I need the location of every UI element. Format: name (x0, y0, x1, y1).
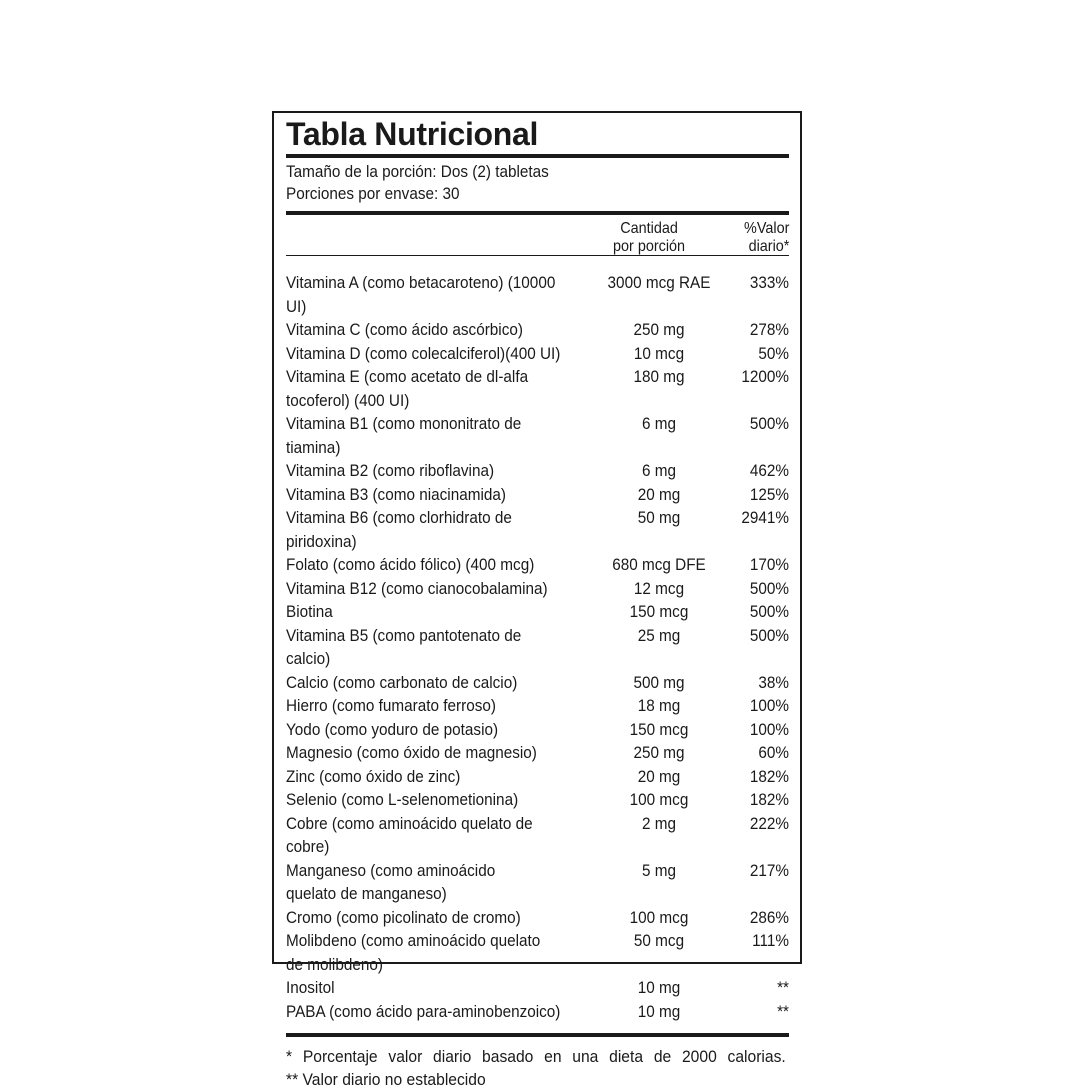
nutrient-daily-value: 170% (749, 555, 789, 574)
nutrient-row (286, 271, 789, 318)
nutrient-amount: 10 mg (637, 1001, 681, 1021)
nutrient-amount: 250 mg (633, 320, 685, 339)
nutrient-amount: 25 mg (637, 625, 681, 645)
nutrient-daily-value: 125% (749, 484, 789, 504)
nutrient-row (286, 671, 789, 695)
column-header (286, 215, 789, 255)
footnote-daily-value-basis: * Porcentaje valor diario basado en una dieta de 2000 calorias. (286, 1047, 786, 1066)
nutrient-name: Molibdeno (como aminoácido quelato de molibdeno) (286, 931, 541, 974)
nutrient-amount: 2 mg (641, 813, 677, 833)
nutrient-amount: 6 mg (641, 414, 677, 433)
nutrient-row (286, 788, 789, 812)
nutrient-row (286, 342, 789, 366)
nutrient-name: Vitamina B6 (como clorhidrato de piridoxina) (286, 508, 512, 551)
nutrient-amount: 180 mg (633, 367, 685, 386)
nutrient-amount: 680 mcg DFE (612, 555, 706, 574)
nutrient-name: Vitamina B5 (como pantotenato de calcio) (286, 625, 522, 668)
nutrient-name: Selenio (como L-selenometionina) (286, 790, 519, 809)
nutrient-name: Zinc (como óxido de zinc) (286, 766, 461, 786)
nutrient-name: Calcio (como carbonato de calcio) (286, 672, 518, 692)
nutrient-amount: 50 mcg (633, 931, 685, 950)
nutrient-daily-value: 60% (758, 743, 789, 762)
nutrient-daily-value: 182% (749, 790, 789, 809)
nutrient-daily-value: 1200% (741, 367, 789, 386)
nutrient-amount: 150 mcg (629, 719, 689, 739)
nutrient-name: Yodo (como yoduro de potasio) (286, 719, 499, 739)
nutrient-daily-value: 286% (749, 907, 789, 927)
nutrient-amount: 500 mg (633, 672, 685, 692)
nutrient-daily-value: 217% (749, 860, 789, 880)
nutrient-amount: 10 mcg (633, 343, 685, 363)
nutrient-amount: 150 mcg (629, 602, 689, 621)
nutrient-daily-value: 182% (749, 766, 789, 786)
nutrient-name: Vitamina B1 (como mononitrato de tiamina) (286, 414, 522, 457)
nutrition-facts-panel (272, 111, 802, 1089)
nutrient-row (286, 600, 789, 624)
amount-column-header (613, 220, 685, 256)
nutrient-amount: 12 mcg (633, 578, 685, 598)
footer-divider (286, 1033, 789, 1037)
nutrient-amount: 10 mg (637, 978, 681, 997)
nutrient-row (286, 976, 789, 1000)
nutrient-amount: 20 mg (637, 484, 681, 504)
nutrient-row (286, 1000, 789, 1024)
nutrient-name: Cobre (como aminoácido quelato de cobre) (286, 813, 533, 856)
nutrient-daily-value: 111% (752, 931, 789, 950)
nutrient-row (286, 718, 789, 742)
nutrient-name: Biotina (286, 602, 333, 621)
serving-info (286, 161, 789, 205)
serving-size: Tamaño de la porción: Dos (2) tabletas (286, 162, 549, 181)
nutrient-amount: 6 mg (641, 461, 677, 480)
nutrient-name: Vitamina D (como colecalciferol)(400 UI) (286, 343, 561, 363)
nutrient-row (286, 741, 789, 765)
nutrient-daily-value: 500% (749, 602, 789, 621)
nutrient-row (286, 318, 789, 342)
nutrient-row (286, 553, 789, 577)
nutrient-name: Manganeso (como aminoácido quelato de manganeso) (286, 860, 496, 903)
nutrient-amount: 5 mg (641, 860, 677, 880)
nutrient-daily-value: ** (777, 1001, 789, 1021)
panel-title: Tabla Nutricional (286, 116, 539, 152)
nutrient-name: Vitamina E (como acetato de dl-alfa tocoferol) (400 UI) (286, 367, 529, 410)
nutrient-row (286, 694, 789, 718)
nutrient-name: PABA (como ácido para-aminobenzoico) (286, 1001, 561, 1021)
nutrient-row (286, 929, 789, 976)
nutrient-daily-value: ** (777, 978, 789, 997)
nutrient-row (286, 412, 789, 459)
nutrient-daily-value: 333% (749, 273, 789, 292)
nutrient-amount: 20 mg (637, 766, 681, 786)
amount-header-line2: por porción (612, 238, 685, 255)
nutrient-name: Vitamina A (como betacaroteno) (10000 UI) (286, 273, 556, 316)
nutrient-amount: 3000 mcg RAE (607, 273, 711, 292)
dv-header-line2: diario* (748, 238, 789, 255)
servings-per-container: Porciones por envase: 30 (286, 184, 460, 203)
dv-header-line1: %Valor (743, 220, 789, 237)
nutrient-daily-value: 50% (758, 343, 789, 363)
nutrient-row (286, 365, 789, 412)
nutrient-daily-value: 278% (749, 320, 789, 339)
nutrient-name: Magnesio (como óxido de magnesio) (286, 743, 537, 762)
footnote-not-established: ** Valor diario no establecido (286, 1070, 486, 1089)
nutrient-name: Vitamina C (como ácido ascórbico) (286, 320, 523, 339)
nutrient-amount: 250 mg (633, 743, 685, 762)
nutrient-name: Hierro (como fumarato ferroso) (286, 696, 497, 715)
nutrient-amount: 100 mcg (629, 907, 689, 927)
nutrient-daily-value: 500% (749, 414, 789, 433)
title-divider (286, 154, 789, 158)
amount-header-line1: Cantidad (620, 220, 678, 237)
nutrient-daily-value: 100% (749, 696, 789, 715)
footnotes (286, 1045, 789, 1091)
nutrient-row (286, 624, 789, 671)
nutrient-daily-value: 500% (749, 578, 789, 598)
nutrient-daily-value: 462% (749, 461, 789, 480)
nutrient-row (286, 483, 789, 507)
nutrient-daily-value: 2941% (741, 508, 789, 527)
nutrient-daily-value: 38% (758, 672, 789, 692)
nutrient-amount: 100 mcg (629, 790, 689, 809)
nutrient-name: Vitamina B2 (como riboflavina) (286, 461, 495, 480)
nutrient-daily-value: 100% (749, 719, 789, 739)
nutrient-name: Vitamina B12 (como cianocobalamina) (286, 578, 548, 598)
daily-value-column-header (744, 220, 789, 256)
nutrient-daily-value: 500% (749, 625, 789, 645)
nutrient-name: Inositol (286, 978, 335, 997)
nutrient-row (286, 859, 789, 906)
nutrient-row (286, 765, 789, 789)
nutrient-amount: 50 mg (637, 508, 681, 527)
nutrient-name: Cromo (como picolinato de cromo) (286, 907, 521, 927)
nutrient-row (286, 577, 789, 601)
nutrient-row (286, 459, 789, 483)
nutrient-row (286, 906, 789, 930)
nutrient-name: Vitamina B3 (como niacinamida) (286, 484, 506, 504)
nutrient-amount: 18 mg (637, 696, 681, 715)
nutrient-list (286, 260, 789, 1023)
nutrient-row (286, 506, 789, 553)
header-divider (286, 255, 789, 256)
nutrient-name: Folato (como ácido fólico) (400 mcg) (286, 555, 535, 574)
nutrient-daily-value: 222% (749, 813, 789, 833)
nutrient-row (286, 812, 789, 859)
